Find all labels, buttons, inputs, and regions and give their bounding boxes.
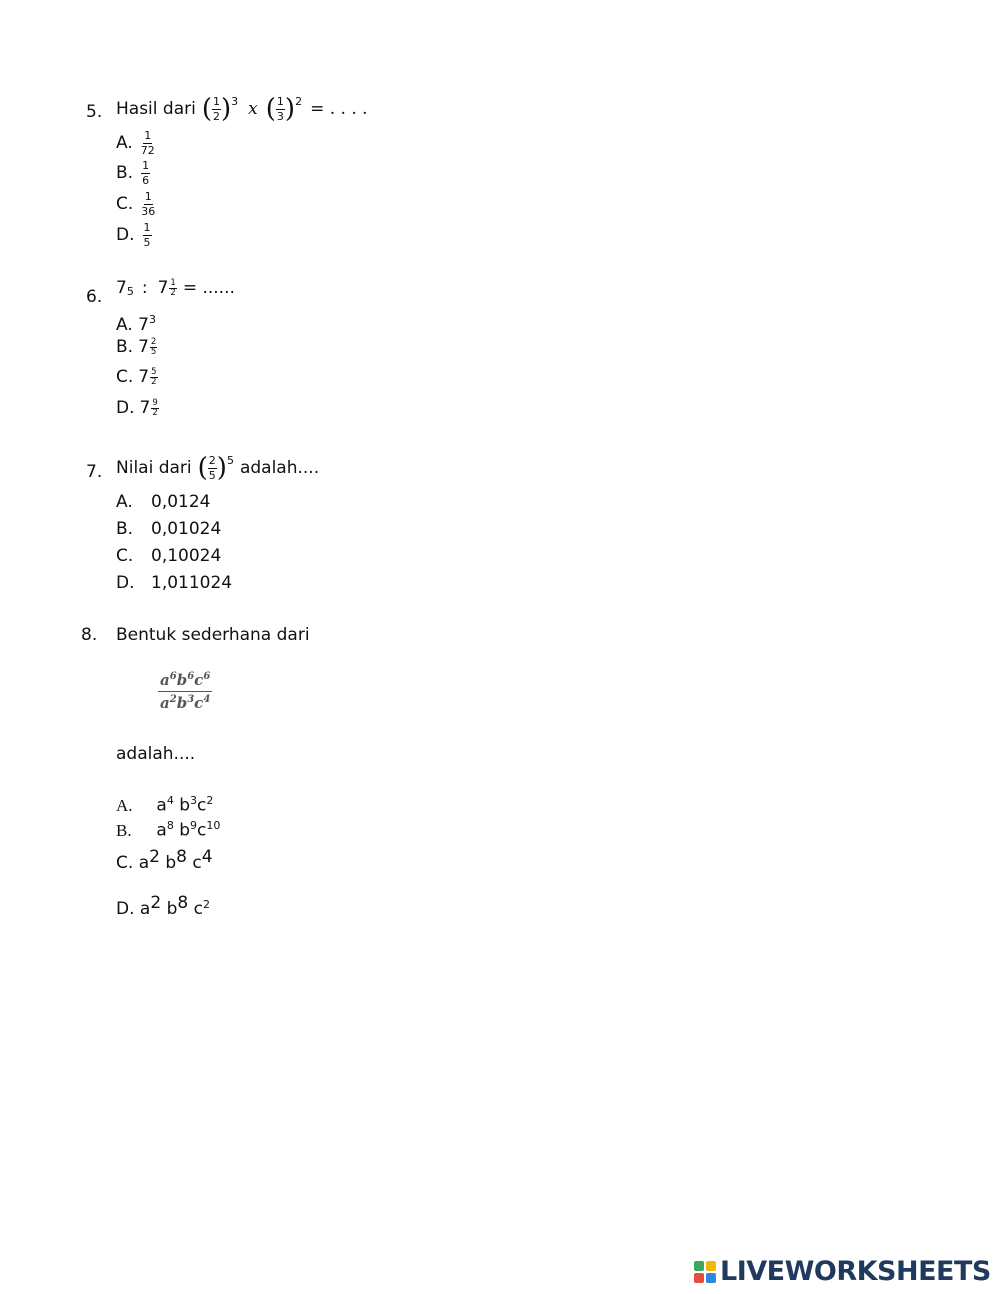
option-value: 0,10024 — [151, 546, 222, 566]
question-stem: Nilai dari ( $\frac{2}{5}$ ) 5 adalah.... — [116, 453, 320, 484]
option-value: $\frac{1}{6}$ — [142, 159, 150, 187]
question-number: 5. — [86, 102, 103, 122]
option-a[interactable]: A. $a^4$ $b^3c^2$ — [116, 794, 214, 816]
stem-text: Nilai dari — [116, 457, 192, 478]
times-sign: x — [248, 98, 258, 119]
option-label: B. — [116, 337, 134, 357]
logo-square — [706, 1273, 716, 1283]
option-label: A. — [116, 132, 133, 153]
base: 7 — [138, 337, 149, 357]
option-label: A. — [116, 315, 133, 335]
option-value: $\frac{1}{5}$ — [143, 221, 151, 249]
option-label: B. — [116, 162, 134, 183]
option-d[interactable] — [116, 575, 232, 592]
fraction-exponent: 2 5 — [150, 337, 157, 357]
option-label: C. — [116, 367, 134, 387]
option-d[interactable] — [116, 399, 159, 417]
option-value: $\frac{1}{36}$ — [141, 190, 156, 218]
option-b[interactable]: B. $a^8$ $b^9c^{10}$ — [116, 819, 221, 841]
option-label: D. — [116, 573, 135, 593]
fraction: $\frac{1}{2}$ — [213, 95, 220, 123]
option-c[interactable] — [116, 191, 155, 217]
base: 7 — [116, 278, 127, 298]
divide-sign: : — [141, 278, 148, 298]
stem-tail: adalah.... — [239, 457, 320, 478]
logo-square — [694, 1261, 704, 1271]
logo-square — [694, 1273, 704, 1283]
option-b[interactable] — [116, 160, 150, 186]
option-a[interactable] — [116, 314, 156, 334]
exponent: 3 — [231, 95, 239, 108]
question-number: 8. — [81, 625, 98, 645]
option-b[interactable] — [116, 521, 221, 538]
fraction-exponent: 5 2 — [151, 367, 157, 387]
option-a[interactable] — [116, 130, 155, 156]
stem-text: Hasil dari — [116, 98, 196, 119]
fraction: $\frac{2}{5}$ — [208, 454, 216, 482]
option-label: C. — [116, 853, 134, 873]
fraction-exponent: $\frac{1}{2}$ — [170, 278, 176, 298]
option-b[interactable] — [116, 338, 157, 356]
logo-mark-icon — [694, 1261, 716, 1283]
option-label: D. — [116, 224, 135, 245]
stem-tail: = ...... — [182, 278, 235, 298]
option-label: D. — [116, 398, 135, 418]
exponent: 2 — [295, 95, 303, 108]
option-value: 1,011024 — [151, 573, 233, 593]
question-stem: Bentuk sederhana dari — [116, 625, 310, 645]
option-value: 0,0124 — [151, 492, 211, 512]
exponent: 5 — [226, 454, 234, 467]
option-label: C. — [116, 193, 134, 214]
option-label: A. — [116, 492, 133, 512]
exponent: 5 — [126, 285, 134, 298]
option-label: B. — [116, 519, 134, 539]
logo-text: LIVEWORKSHEETS — [720, 1256, 991, 1287]
question-stem — [116, 279, 235, 297]
option-label: C. — [116, 546, 134, 566]
option-value: 0,01024 — [151, 519, 222, 539]
option-label: B. — [116, 820, 132, 840]
expression-fraction: $\frac{a^6b^6c^6}{a^2b^3c^4}$ — [160, 671, 211, 712]
option-a[interactable] — [116, 494, 210, 511]
fraction-exponent: 9 2 — [152, 398, 158, 418]
base: 7 — [138, 367, 150, 387]
option-d[interactable] — [116, 222, 152, 248]
question-stem: Hasil dari ( $\frac{1}{2}$ ) 3 x ( $\frac{1}{3}$ ) 2 = . . . . — [116, 94, 368, 125]
stem-tail: adalah.... — [116, 744, 196, 764]
liveworksheets-logo — [694, 1256, 991, 1287]
option-c[interactable] — [116, 368, 158, 386]
option-label: D. — [116, 899, 135, 919]
option-value: $\frac{1}{72}$ — [140, 129, 155, 157]
option-d[interactable]: D. a2 b8 $c^2$ — [116, 893, 210, 919]
fraction: $\frac{1}{3}$ — [276, 95, 284, 123]
stem-tail: = . . . . — [310, 98, 368, 119]
question-number: 6. — [86, 287, 103, 307]
option-c[interactable] — [116, 548, 221, 565]
base: 7 — [157, 278, 169, 298]
exponent: 3 — [148, 313, 156, 326]
base: 7 — [139, 398, 151, 418]
option-label: A. — [116, 795, 133, 815]
base: 7 — [138, 315, 149, 335]
question-number: 7. — [86, 462, 103, 482]
logo-square — [706, 1261, 716, 1271]
option-c[interactable]: C. a2 b8 c4 — [116, 847, 213, 873]
